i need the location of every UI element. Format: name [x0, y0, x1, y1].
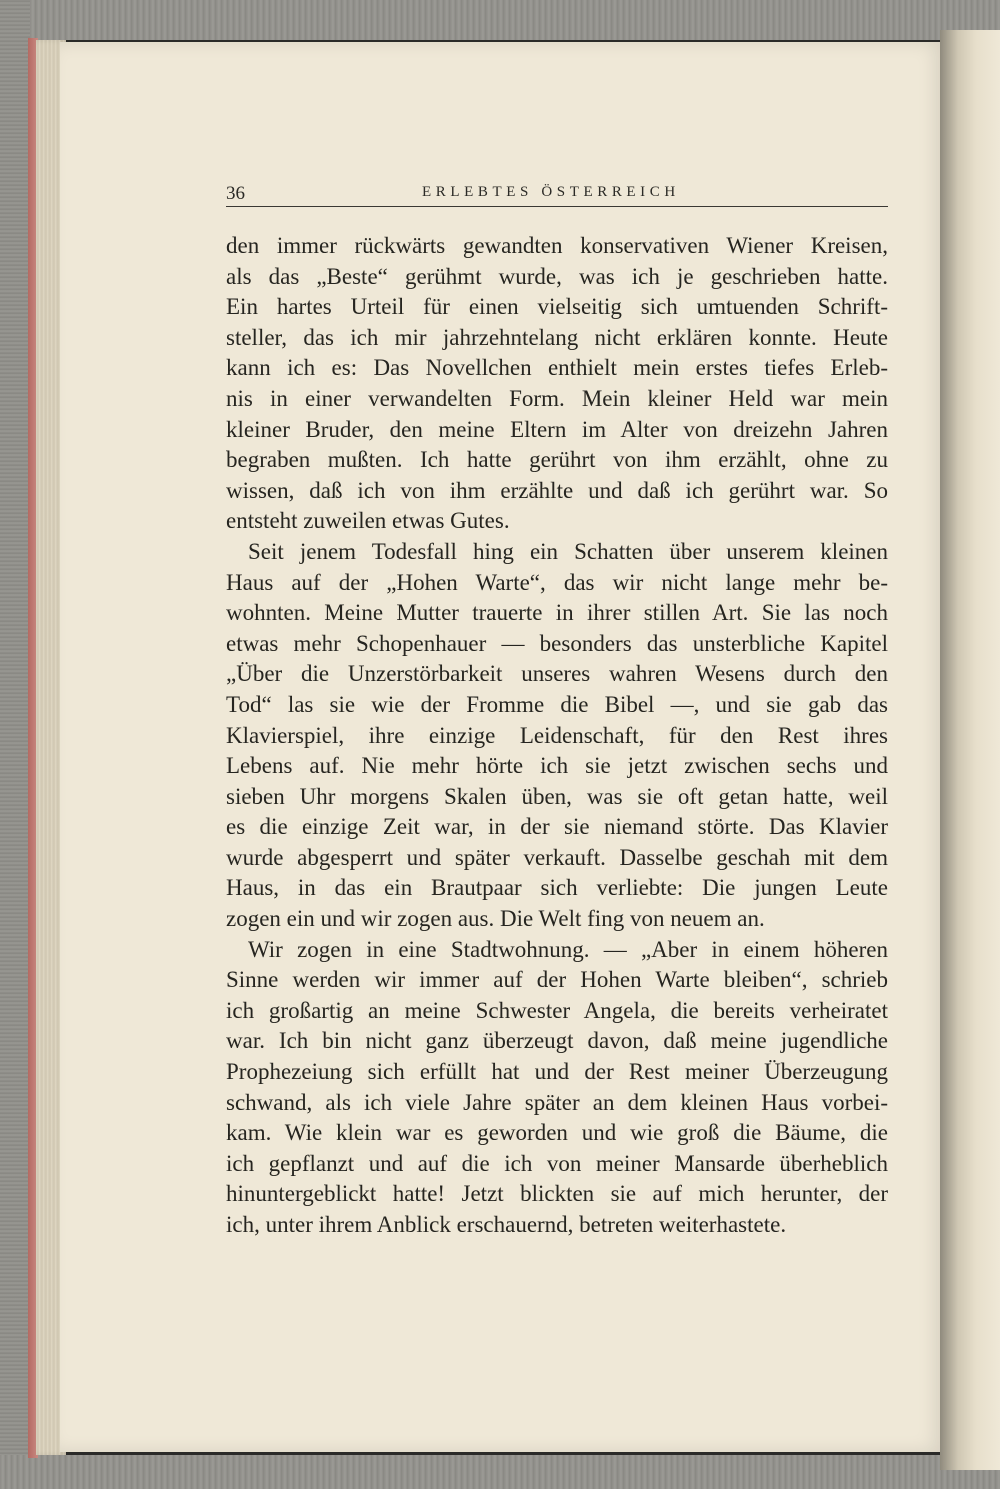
text-line: Prophezeiung sich erfüllt hat und der Rest meiner Überzeugung — [226, 1059, 888, 1085]
text-line: Tod“ las sie wie der Fromme die Bibel —, und sie gab das — [226, 691, 888, 717]
text-line: war. Ich bin nicht ganz überzeugt davon, daß meine jugendliche — [226, 1028, 888, 1054]
text-line: „Über die Unzerstörbarkeit unseres wahren Wesens durch den — [226, 661, 888, 687]
text-line: Klavierspiel, ihre einzige Leidenschaft, für den Rest ihres — [226, 722, 888, 748]
text-line: ich, unter ihrem Anblick erschauernd, betreten weiterhastete. — [226, 1212, 787, 1237]
text-line: entsteht zuweilen etwas Gutes. — [226, 508, 510, 534]
text-line: ich großartig an meine Schwester Angela, die bereits verheiratet — [226, 997, 888, 1023]
text-line: Haus auf der „Hohen Warte“, das wir nicht lange mehr be- — [226, 569, 888, 595]
book-cover-bottom-edge — [0, 1455, 1000, 1489]
text-line: sieben Uhr morgens Skalen üben, was sie oft getan hatte, weil — [226, 783, 888, 809]
text-line: wurde abgesperrt und später verkauft. Dasselbe geschah mit dem — [226, 844, 888, 870]
running-head — [226, 183, 888, 207]
text-line: steller, das ich mir jahrzehntelang nicht erklären konnte. Heute — [226, 324, 888, 350]
text-line: Haus, in das ein Brautpaar sich verliebte: Die jungen Leute — [226, 875, 888, 901]
text-line: kleiner Bruder, den meine Eltern im Alter von dreizehn Jahren — [226, 416, 888, 442]
text-line: zogen ein und wir zogen aus. Die Welt fing von neuem an. — [226, 906, 765, 932]
header-rule — [226, 206, 888, 207]
text-line: kam. Wie klein war es geworden und wie groß die Bäume, die — [226, 1120, 888, 1146]
text-line: nis in einer verwandelten Form. Mein kleiner Held war mein — [226, 385, 888, 411]
page-number: 36 — [226, 183, 245, 204]
text-line: wissen, daß ich von ihm erzählte und daß ich gerührt war. So — [226, 477, 888, 503]
text-line: schwand, als ich viele Jahre später an dem kleinen Haus vorbei- — [226, 1089, 888, 1115]
text-line: etwas mehr Schopenhauer — besonders das unsterbliche Kapitel — [226, 630, 888, 656]
text-line: es die einzige Zeit war, in der sie niemand störte. Das Klavier — [226, 814, 888, 840]
text-line: ich gepflanzt und auf die ich von meiner Mansarde überheblich — [226, 1150, 888, 1176]
text-line: als das „Beste“ gerühmt wurde, was ich je geschrieben hatte. — [226, 263, 888, 289]
text-line: den immer rückwärts gewandten konservativen Wiener Kreisen, — [226, 233, 888, 258]
running-title: ERLEBTES ÖSTERREICH — [422, 184, 680, 200]
text-line: Ein hartes Urteil für einen vielseitig sich umtuenden Schrift- — [226, 294, 888, 320]
body-text — [226, 231, 888, 1241]
text-line: begraben mußten. Ich hatte gerührt von ihm erzählt, ohne zu — [226, 447, 888, 473]
text-line: Wir zogen in eine Stadtwohnung. — „Aber in einem höheren — [248, 936, 888, 962]
text-line: Sinne werden wir immer auf der Hohen Warte bleiben“, schrieb — [226, 967, 888, 993]
text-line: hinuntergeblickt hatte! Jetzt blickten sie auf mich herunter, der — [226, 1181, 888, 1207]
paragraph-3 — [226, 935, 888, 1241]
paragraph-1 — [226, 231, 888, 537]
book-cover-top-edge — [0, 0, 1000, 40]
paragraph-2 — [226, 537, 888, 935]
text-line: Seit jenem Todesfall hing ein Schatten über unserem kleinen — [248, 538, 888, 564]
text-line: wohnten. Meine Mutter trauerte in ihrer stillen Art. Sie las noch — [226, 600, 888, 626]
text-line: Lebens auf. Nie mehr hörte ich sie jetzt zwischen sechs und — [226, 753, 888, 779]
book-gutter — [940, 30, 1000, 1470]
text-line: kann ich es: Das Novellchen enthielt mein erstes tiefes Erleb- — [226, 355, 888, 381]
book-cover-left-edge — [0, 0, 30, 1489]
